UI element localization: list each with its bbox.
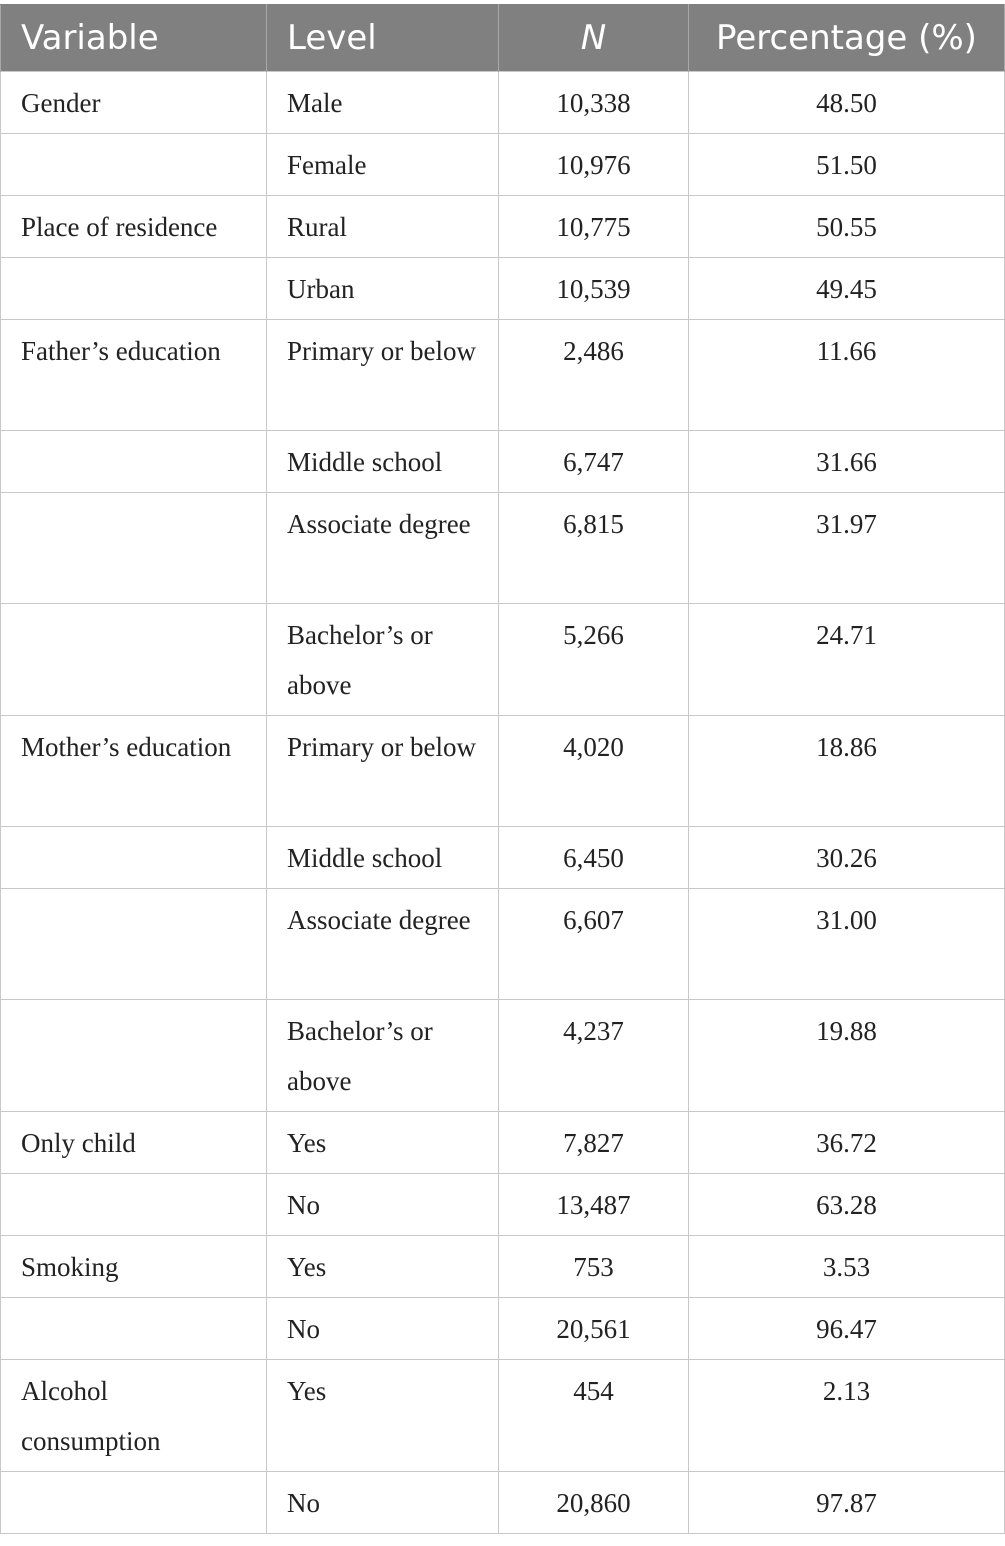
table-row	[1, 716, 1005, 827]
cell-variable: Father’s education	[1, 320, 267, 431]
cell-level: Bachelor’s or above	[267, 604, 499, 716]
cell-level: Middle school	[267, 431, 499, 493]
cell-n: 10,539	[499, 258, 689, 320]
cell-level: Middle school	[267, 827, 499, 889]
table-row	[1, 1000, 1005, 1112]
cell-percentage: 31.66	[689, 431, 1005, 493]
table-row	[1, 431, 1005, 493]
cell-n: 753	[499, 1236, 689, 1298]
cell-percentage: 31.00	[689, 889, 1005, 1000]
cell-n: 2,486	[499, 320, 689, 431]
cell-variable	[1, 889, 267, 1000]
cell-n: 20,860	[499, 1472, 689, 1534]
cell-n: 7,827	[499, 1112, 689, 1174]
cell-n: 10,775	[499, 196, 689, 258]
cell-variable	[1, 1000, 267, 1112]
cell-percentage: 18.86	[689, 716, 1005, 827]
cell-level: No	[267, 1298, 499, 1360]
cell-variable	[1, 827, 267, 889]
header-row	[1, 5, 1005, 72]
cell-variable	[1, 1298, 267, 1360]
table-row	[1, 1298, 1005, 1360]
cell-n: 10,976	[499, 134, 689, 196]
cell-variable	[1, 1174, 267, 1236]
cell-n: 20,561	[499, 1298, 689, 1360]
cell-percentage: 30.26	[689, 827, 1005, 889]
table-row	[1, 889, 1005, 1000]
cell-level: Female	[267, 134, 499, 196]
cell-percentage: 50.55	[689, 196, 1005, 258]
cell-variable: Gender	[1, 72, 267, 134]
table-row	[1, 196, 1005, 258]
table-body	[1, 72, 1005, 1534]
table-row	[1, 1236, 1005, 1298]
cell-variable	[1, 493, 267, 604]
cell-percentage: 19.88	[689, 1000, 1005, 1112]
cell-percentage: 36.72	[689, 1112, 1005, 1174]
cell-variable	[1, 258, 267, 320]
cell-level: Primary or below	[267, 716, 499, 827]
cell-n: 4,020	[499, 716, 689, 827]
table-row	[1, 1174, 1005, 1236]
cell-level: Associate degree	[267, 889, 499, 1000]
table-row	[1, 1472, 1005, 1534]
cell-variable: Place of residence	[1, 196, 267, 258]
cell-n: 6,815	[499, 493, 689, 604]
header-n: N	[499, 5, 689, 72]
cell-n: 6,450	[499, 827, 689, 889]
cell-percentage: 31.97	[689, 493, 1005, 604]
cell-variable: Mother’s education	[1, 716, 267, 827]
cell-level: Yes	[267, 1360, 499, 1472]
cell-variable	[1, 604, 267, 716]
cell-n: 454	[499, 1360, 689, 1472]
cell-level: Yes	[267, 1112, 499, 1174]
cell-n: 10,338	[499, 72, 689, 134]
table-row	[1, 604, 1005, 716]
cell-percentage: 2.13	[689, 1360, 1005, 1472]
cell-percentage: 96.47	[689, 1298, 1005, 1360]
cell-level: Bachelor’s or above	[267, 1000, 499, 1112]
header-variable: Variable	[1, 5, 267, 72]
cell-percentage: 24.71	[689, 604, 1005, 716]
cell-percentage: 63.28	[689, 1174, 1005, 1236]
cell-variable: Smoking	[1, 1236, 267, 1298]
table-row	[1, 72, 1005, 134]
cell-level: No	[267, 1472, 499, 1534]
cell-n: 13,487	[499, 1174, 689, 1236]
cell-level: Associate degree	[267, 493, 499, 604]
cell-variable	[1, 431, 267, 493]
header-percentage: Percentage (%)	[689, 5, 1005, 72]
cell-variable	[1, 1472, 267, 1534]
cell-n: 6,607	[499, 889, 689, 1000]
cell-percentage: 49.45	[689, 258, 1005, 320]
table-row	[1, 1360, 1005, 1472]
demographics-table	[0, 4, 1005, 1534]
cell-level: Male	[267, 72, 499, 134]
cell-level: Primary or below	[267, 320, 499, 431]
cell-percentage: 97.87	[689, 1472, 1005, 1534]
table-header	[1, 5, 1005, 72]
table-row	[1, 320, 1005, 431]
cell-variable: Alcohol consumption	[1, 1360, 267, 1472]
cell-n: 4,237	[499, 1000, 689, 1112]
table-row	[1, 493, 1005, 604]
cell-level: No	[267, 1174, 499, 1236]
cell-percentage: 51.50	[689, 134, 1005, 196]
header-level: Level	[267, 5, 499, 72]
table-row	[1, 827, 1005, 889]
table-row	[1, 258, 1005, 320]
cell-percentage: 48.50	[689, 72, 1005, 134]
cell-percentage: 3.53	[689, 1236, 1005, 1298]
table-row	[1, 1112, 1005, 1174]
cell-n: 5,266	[499, 604, 689, 716]
cell-variable	[1, 134, 267, 196]
cell-level: Rural	[267, 196, 499, 258]
table-row	[1, 134, 1005, 196]
cell-variable: Only child	[1, 1112, 267, 1174]
cell-percentage: 11.66	[689, 320, 1005, 431]
cell-level: Yes	[267, 1236, 499, 1298]
cell-n: 6,747	[499, 431, 689, 493]
cell-level: Urban	[267, 258, 499, 320]
